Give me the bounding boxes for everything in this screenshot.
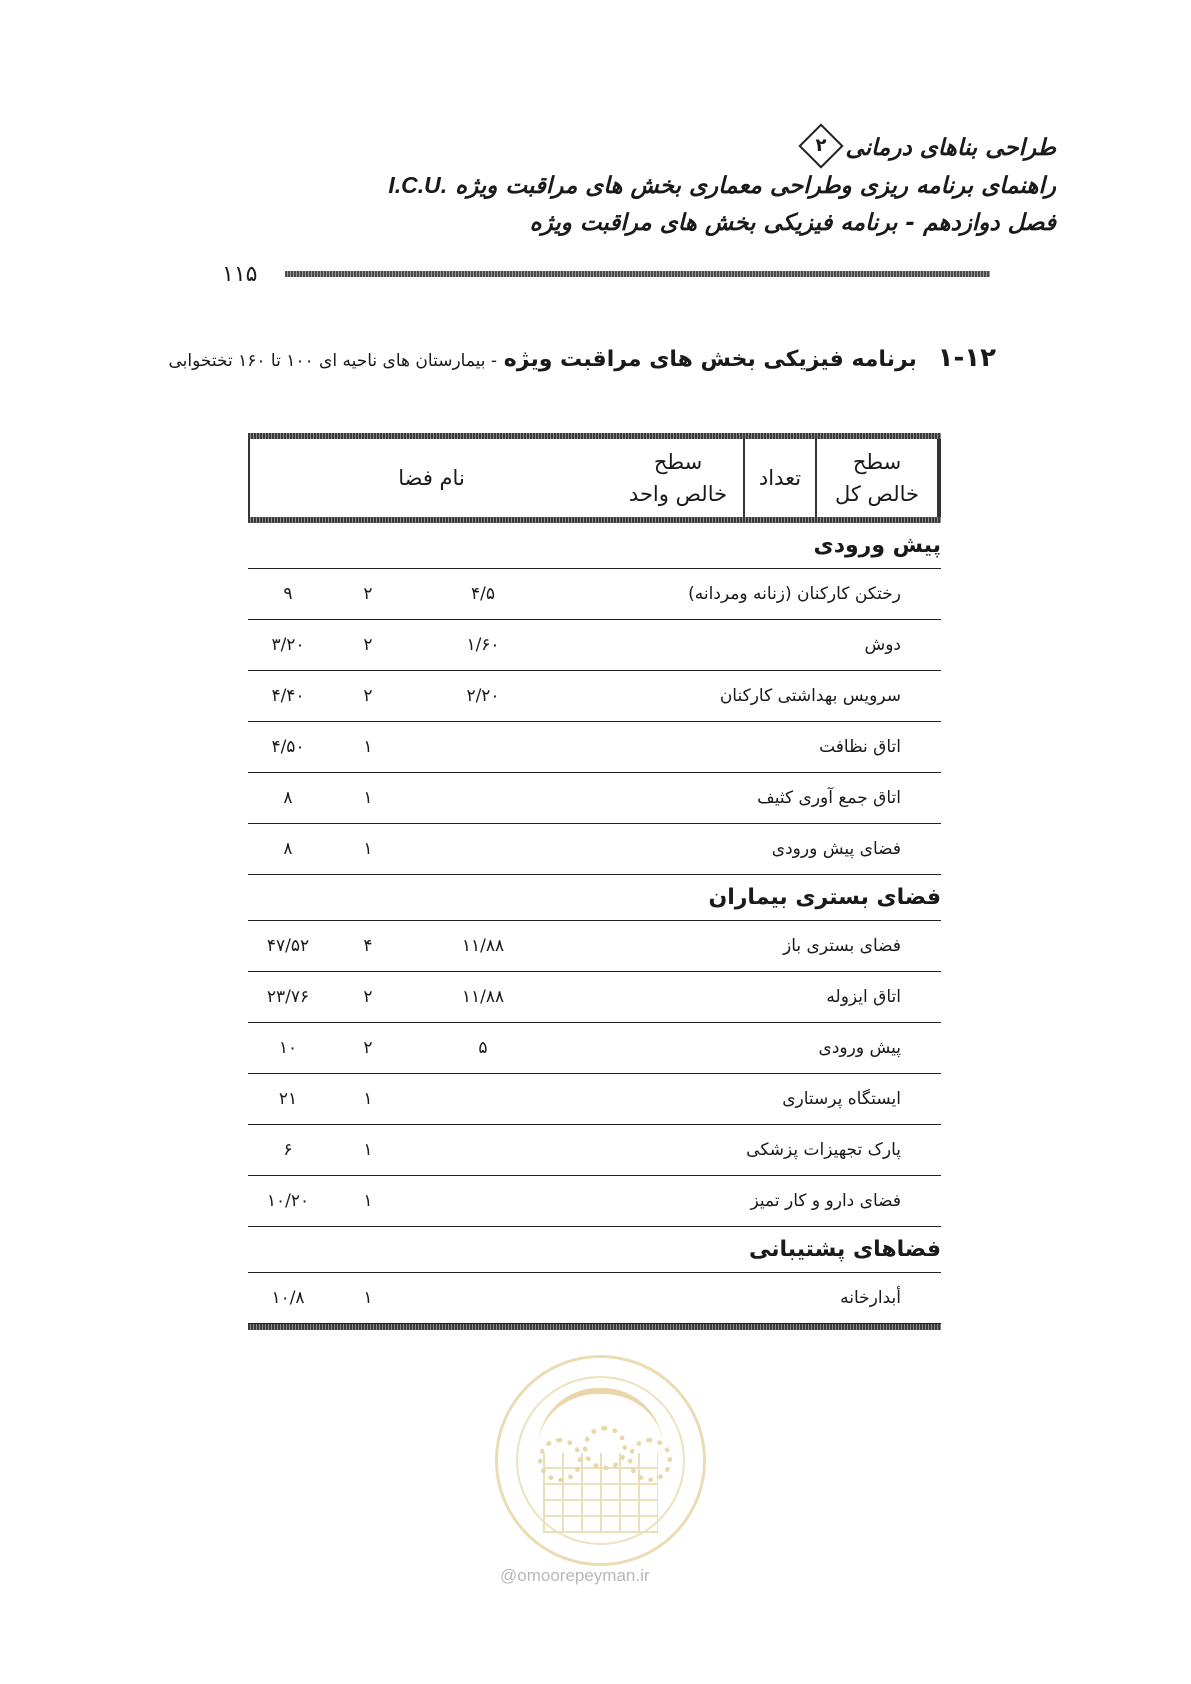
cell-count: ۱ [363,1288,373,1308]
cell-space-name: ایستگاه پرستاری [782,1089,901,1109]
book-subtitle-text: راهنمای برنامه ریزی وطراحی معماری بخش های مراقبت ویژه [455,173,1056,199]
cell-total-area: ۱۰/۸ [271,1288,305,1308]
cell-count: ۲ [363,584,373,604]
table-row [248,1176,941,1227]
cell-unit-area: ۱/۶۰ [466,635,500,655]
cell-total-area: ۱۰ [278,1038,298,1058]
chapter-title: فصل دوازدهم - برنامه فیزیکی بخش های مراقبت ویژه [529,210,1056,236]
cell-total-area: ۸ [283,839,293,859]
cell-space-name: فضای پیش ورودی [771,839,901,859]
cell-unit-area: ۱۱/۸۸ [461,936,505,956]
gear-icon [583,1426,627,1470]
group-title: پیش ورودی [813,533,941,558]
table-row [248,722,941,773]
watermark-site: @omoorepeyman.ir [500,1566,650,1585]
cell-count: ۱ [363,1089,373,1109]
table-row [248,773,941,824]
cell-space-name: أبدارخانه [840,1288,901,1308]
cell-unit-area: ۱۱/۸۸ [461,987,505,1007]
header-total-area: سطح خالص کل [817,439,939,517]
table-bottom-rule [248,1324,941,1330]
cell-space-name: اتاق ایزوله [826,987,901,1007]
cell-count: ۱ [363,839,373,859]
group-title: فضای بستری بیماران [708,885,941,910]
space-program-table [248,433,941,1330]
book-title-text: طراحی بناهای درمانی [845,135,1056,161]
cell-count: ۲ [363,686,373,706]
cell-count: ۱ [363,1191,373,1211]
gear-icon [628,1438,672,1482]
cell-count: ۱ [363,788,373,808]
header-name: نام فضا [398,466,465,490]
cell-space-name: اتاق نظافت [819,737,901,757]
cell-total-area: ۳/۲۰ [271,635,305,655]
table-header [248,439,941,517]
cell-unit-area: ۲/۲۰ [466,686,500,706]
group-title: فضاهای پشتیبانی [748,1237,941,1262]
cell-unit-area: ۵ [478,1038,488,1058]
cell-count: ۱ [363,1140,373,1160]
cell-space-name: فضای بستری باز [783,936,901,956]
cell-total-area: ۹ [283,584,293,604]
cell-unit-area: ۴/۵ [471,584,495,604]
table-body [248,523,941,1324]
header-unit-area: سطح خالص واحد [613,439,745,517]
cell-total-area: ۴/۴۰ [271,686,305,706]
cell-space-name: پارک تجهیزات پزشکی [746,1140,901,1160]
table-row [248,568,941,620]
book-subtitle [156,167,1056,205]
cell-total-area: ۴۷/۵۲ [266,936,310,956]
header-count: تعداد [745,439,817,517]
cell-count: ۲ [363,635,373,655]
cell-space-name: فضای دارو و کار تمیز [750,1191,901,1211]
cell-count: ۲ [363,1038,373,1058]
table-row [248,671,941,722]
volume-badge: ۲ [799,123,844,168]
cell-space-name: رختکن کارکنان (زنانه ومردانه) [688,584,901,604]
cell-total-area: ۶ [283,1140,293,1160]
cell-total-area: ۲۳/۷۶ [266,987,310,1007]
page-number: ۱۱۵ [222,262,258,287]
table-row [248,1272,941,1324]
cell-count: ۴ [363,936,373,956]
section-subtitle: - بیمارستان های ناحیه ای ۱۰۰ تا ۱۶۰ تختخوابی [168,351,498,371]
table-row [248,1023,941,1074]
cell-total-area: ۴/۵۰ [271,737,305,757]
table-row [248,824,941,875]
table-row [248,1125,941,1176]
section-heading [169,343,997,373]
table-row [248,972,941,1023]
cell-total-area: ۱۰/۲۰ [266,1191,310,1211]
cell-space-name: اتاق جمع آوری کثیف [757,788,901,808]
gear-icon [538,1438,582,1482]
cell-count: ۱ [363,737,373,757]
running-header [156,130,1056,242]
book-title [156,130,1056,167]
table-row [248,920,941,972]
cell-space-name: پیش ورودی [818,1038,901,1058]
cell-count: ۲ [363,987,373,1007]
cell-space-name: سرویس بهداشتی کارکنان [719,686,901,706]
section-title: برنامه فیزیکی بخش های مراقبت ویژه [503,347,917,372]
section-number: ۱-۱۲ [937,343,996,373]
icu-abbreviation: I.C.U. [388,172,448,198]
table-row [248,620,941,671]
cell-total-area: ۸ [283,788,293,808]
cell-space-name: دوش [864,635,901,655]
cell-total-area: ۲۱ [278,1089,298,1109]
watermark-seal [495,1355,706,1566]
header-rule [285,271,990,277]
table-row [248,1074,941,1125]
